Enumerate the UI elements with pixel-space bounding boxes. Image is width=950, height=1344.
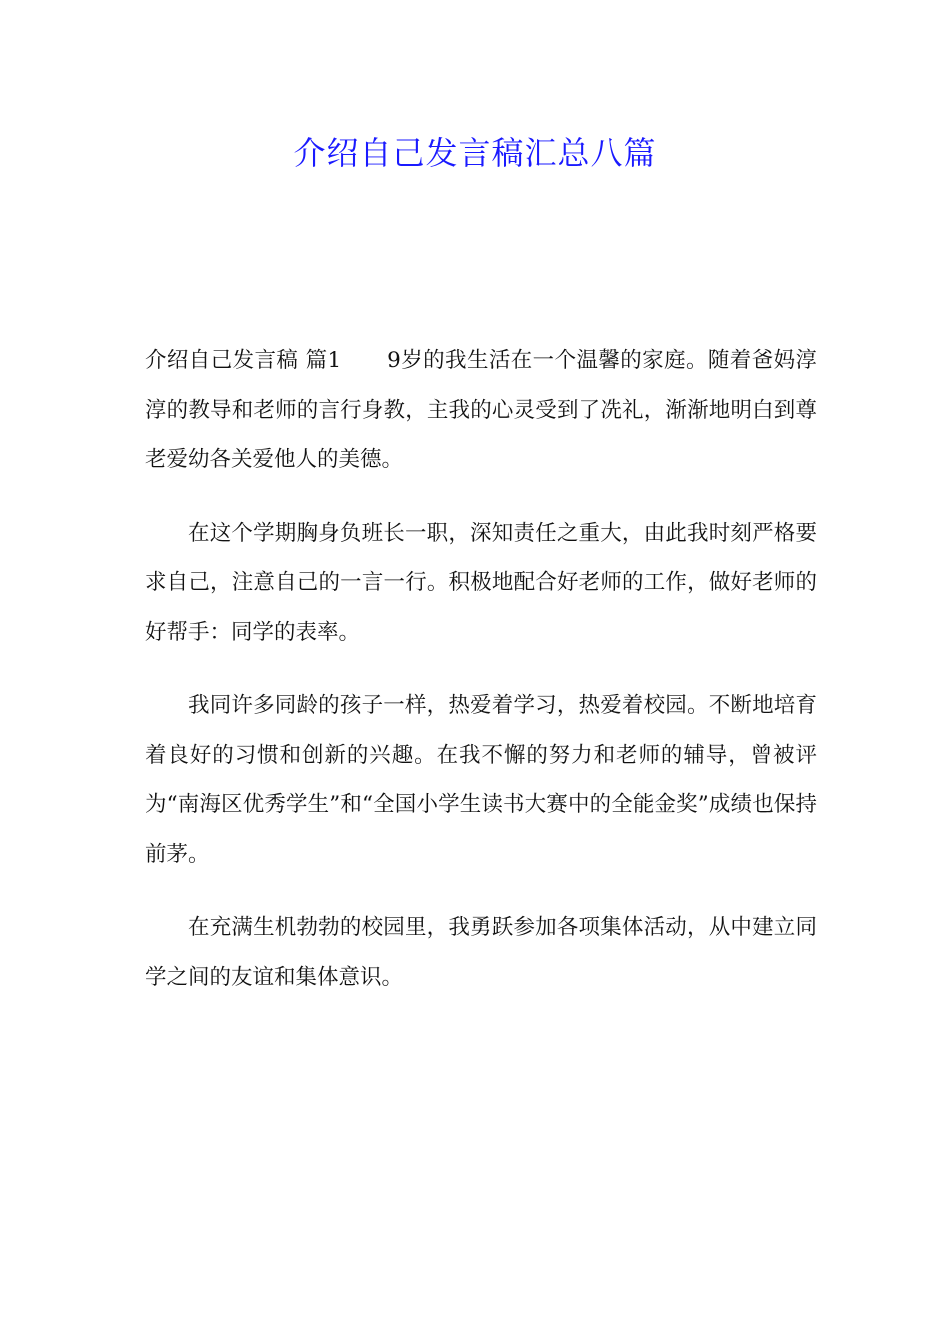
- document-body: [145, 336, 817, 1026]
- document-title: 介绍自己发言稿汇总八篇: [293, 134, 657, 172]
- paragraph-2: 在这个学期胸身负班长一职，深知责任之重大，由此我时刻严格要求自己，注意自己的一言一行。积极地配合好老师的工作，做好老师的好帮手：同学的表率。: [145, 520, 817, 645]
- paragraph-3: 我同许多同龄的孩子一样，热爱着学习，热爱着校园。不断地培育着良好的习惯和创新的兴趣。在我不懈的努力和老师的辅导，曾被评为“南海区优秀学生”和“全国小学生读书大赛中的全能金奖”成绩也保持前茅。: [145, 693, 817, 867]
- section-heading: 介绍自己发言稿 篇1: [145, 348, 342, 373]
- paragraph-1-text: 9岁的我生活在一个温馨的家庭。随着爸妈淳淳的教导和老师的言行身教，主我的心灵受到了冼礼，渐渐地明白到尊老爱幼各关爱他人的美德。: [145, 348, 818, 472]
- paragraph-1: [145, 336, 817, 485]
- paragraph-4: 在充满生机勃勃的校园里，我勇跃参加各项集体活动，从中建立同学之间的友谊和集体意识。: [145, 915, 817, 990]
